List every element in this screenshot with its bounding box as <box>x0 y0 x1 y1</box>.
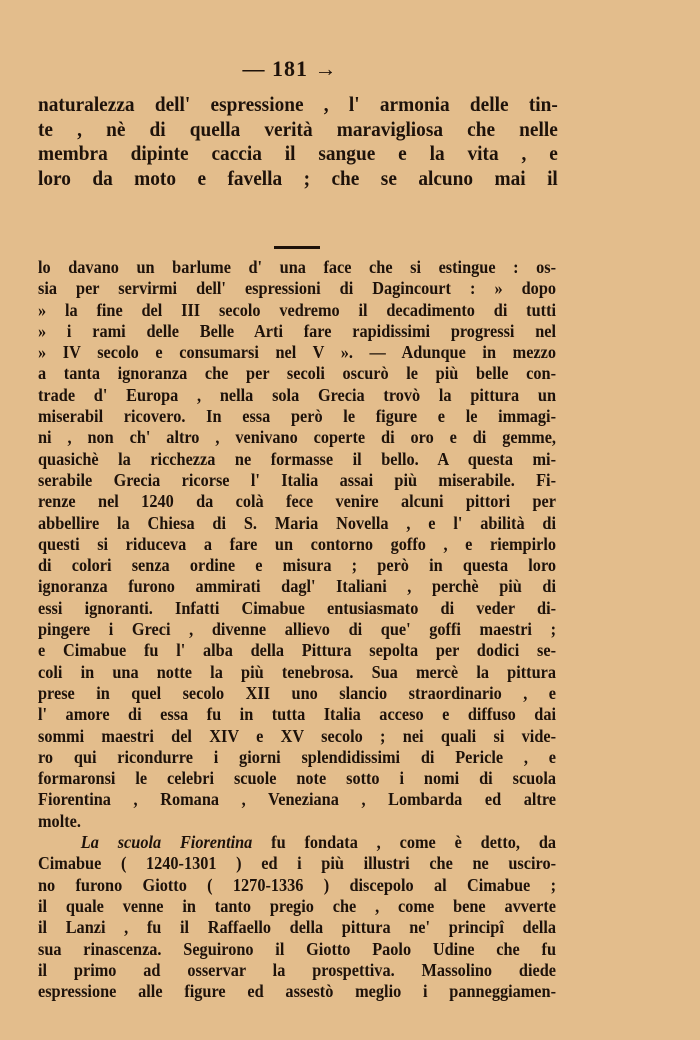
footnote-line: il quale venne in tanto pregio che , come bene avverte <box>38 895 557 916</box>
main-text-line: te , nè di quella verità maravigliosa che nelle <box>38 116 558 141</box>
footnote-line: formaronsi le celebri scuole note sotto i nomi di scuola <box>38 768 557 789</box>
main-text-block <box>38 92 558 190</box>
footnote-line: sommi maestri del XIV e XV secolo ; nei quali si vide- <box>38 725 557 746</box>
footnote-line: molte. <box>38 810 81 831</box>
footnote-line: renze nel 1240 da colà fece venire alcuni pittori per <box>38 491 557 512</box>
footnote-line: trade d' Europa , nella sola Grecia trovò la pittura un <box>38 384 557 405</box>
italic-school-name: La scuola Fiorentina <box>80 832 253 853</box>
footnote-line: serabile Grecia ricorse l' Italia assai più miserabile. Fi- <box>38 469 557 490</box>
footnote-line: espressione alle figure ed assestò meglio i panneggiamen- <box>38 981 557 1002</box>
footnote-line: essi ignoranti. Infatti Cimabue entusiasmato di veder di- <box>38 597 557 618</box>
footnote-paragraph-start <box>38 832 556 853</box>
footnote-line: abbellire la Chiesa di S. Maria Novella , e l' abilità di <box>38 512 557 533</box>
main-text-line: loro da moto e favella ; che se alcuno mai il <box>38 165 558 190</box>
footnote-line: il Lanzi , fu il Raffaello della pittura ne' principî della <box>38 917 557 938</box>
footnote-line: sia per servirmi dell' espressioni di Dagincourt : » dopo <box>38 278 557 299</box>
footnote-line: il primo ad osservar la prospettiva. Massolino diede <box>38 959 557 980</box>
footnote-line: coli in una notte la più tenebrosa. Sua mercè la pittura <box>38 661 557 682</box>
footnote-line: pingere i Greci , divenne allievo di que' goffi maestri ; <box>38 619 557 640</box>
footnote-line: no furono Giotto ( 1270-1336 ) discepolo al Cimabue ; <box>38 874 557 895</box>
footnote-line: ignoranza furono ammirati dagl' Italiani , perchè più di <box>38 576 557 597</box>
main-text-line: naturalezza dell' espressione , l' armonia delle tin- <box>38 92 558 116</box>
footnote-line: l' amore di essa fu in tutta Italia acceso e diffuso dai <box>38 704 557 725</box>
footnote-line: sua rinascenza. Seguirono il Giotto Paolo Udine che fu <box>38 938 557 959</box>
footnote-line: ni , non ch' altro , venivano coperte di oro e di gemme, <box>38 427 557 448</box>
footnote-line: miserabil ricovero. In essa però le figure e le immagi- <box>38 406 557 427</box>
footnote-separator <box>274 246 320 249</box>
main-text-line: membra dipinte caccia il sangue e la vita , e <box>38 141 558 165</box>
footnote-block <box>38 257 558 1002</box>
footnote-line: » i rami delle Belle Arti fare rapidissimi progressi nel <box>38 320 557 341</box>
footnote-line: prese in quel secolo XII uno slancio straordinario , e <box>38 682 557 703</box>
page-number: — 181 → <box>242 56 338 81</box>
footnote-line: questi si riduceva a fare un contorno goffo , e riempirlo <box>38 533 557 554</box>
footnote-line: ro qui ricondurre i giorni splendidissimi di Pericle , e <box>38 746 557 767</box>
footnote-line: e Cimabue fu l' alba della Pittura sepolta per dodici se- <box>38 640 557 661</box>
paragraph-first-line-rest: fu fondata , come è detto, da <box>252 832 557 853</box>
footnote-line: » la fine del III secolo vedremo il decadimento di tutti <box>38 299 557 320</box>
footnote-line: a tanta ignoranza che per secoli oscurò le più belle con- <box>38 363 557 384</box>
footnote-line: Fiorentina , Romana , Veneziana , Lombarda ed altre <box>38 789 557 810</box>
footnote-line: lo davano un barlume d' una face che si estingue : os- <box>38 257 557 277</box>
footnote-line: di colori senza ordine e misura ; però in questa loro <box>38 555 557 576</box>
footnote-line: » IV secolo e consumarsi nel V ». — Adunque in mezzo <box>38 342 557 363</box>
footnote-line: Cimabue ( 1240-1301 ) ed i più illustri che ne usciro- <box>38 853 557 874</box>
footnote-line: quasichè la ricchezza ne formasse il bello. A questa mi- <box>38 448 557 469</box>
